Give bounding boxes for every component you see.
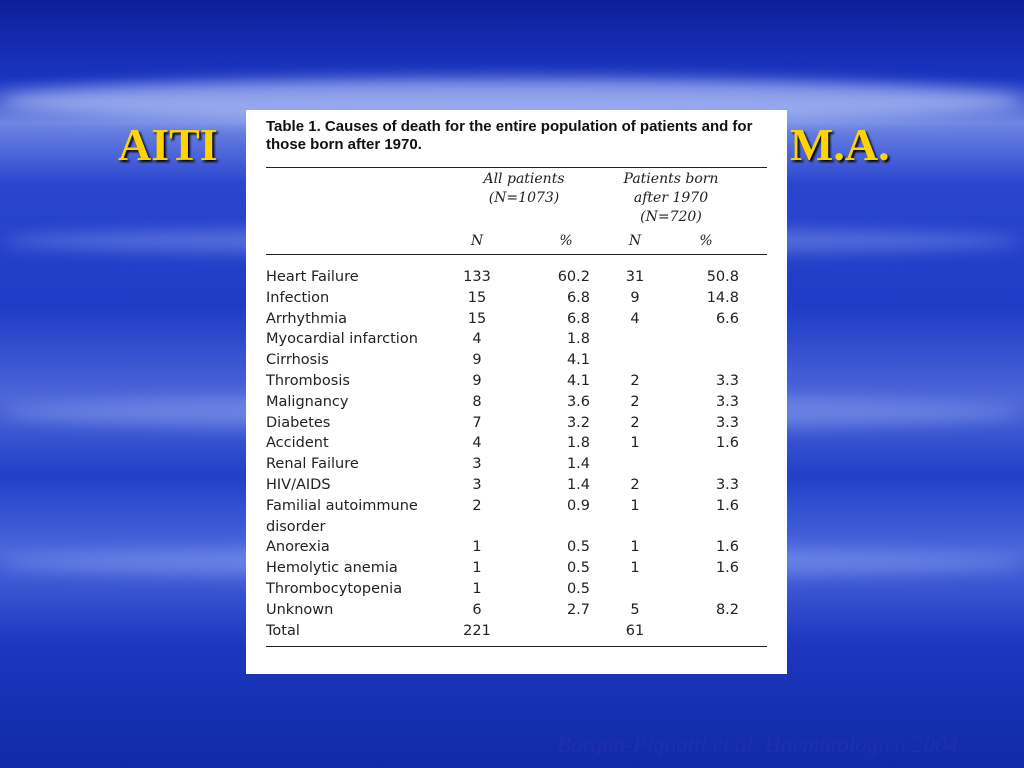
- row-n-all: 1: [472, 539, 482, 556]
- row-n-all: 7: [472, 414, 482, 431]
- subheader-pct-born: %: [699, 233, 713, 249]
- header-all-line1: All patients: [483, 171, 565, 187]
- row-pct-all: 0.5: [566, 580, 590, 597]
- row-cause: Hemolytic anemia: [266, 560, 398, 577]
- row-pct-born: 6.6: [715, 310, 739, 327]
- row-n-all: 133: [463, 269, 491, 285]
- row-pct-all: 1.8: [566, 331, 590, 348]
- table-row: [266, 288, 767, 309]
- row-pct-all: 4.1: [566, 352, 590, 369]
- row-n-all: 4: [472, 331, 482, 348]
- row-pct-born: 1.6: [715, 497, 739, 514]
- header-born-line2: after 1970: [633, 190, 709, 206]
- row-pct-all: 3.2: [566, 414, 590, 431]
- row-cause: Familial autoimmune disorder: [266, 497, 418, 535]
- row-n-born: 2: [630, 393, 640, 410]
- row-pct-all: 0.5: [566, 560, 590, 577]
- table-row: [266, 350, 767, 371]
- row-cause: Unknown: [266, 601, 334, 618]
- table-image: [246, 110, 787, 674]
- row-pct-born: 3.3: [715, 372, 739, 389]
- table-row: [266, 537, 767, 558]
- row-cause: Anorexia: [266, 539, 330, 556]
- row-cause: Diabetes: [266, 414, 331, 431]
- row-n-all: 1: [472, 560, 482, 577]
- row-pct-all: 0.5: [566, 539, 590, 556]
- table-row: [266, 371, 767, 392]
- row-pct-all: 4.1: [566, 372, 590, 389]
- header-born-line1: Patients born: [623, 171, 719, 187]
- row-pct-all: 60.2: [557, 269, 590, 285]
- subheader-n-born: N: [628, 233, 642, 249]
- row-pct-all: 1.4: [566, 456, 590, 473]
- row-pct-born: 14.8: [706, 289, 739, 306]
- row-pct-all: 1.8: [566, 435, 590, 452]
- row-cause: Arrhythmia: [266, 310, 348, 327]
- row-pct-all: 6.8: [566, 289, 590, 306]
- header-all-line2: (N=1073): [488, 190, 560, 206]
- row-n-all: 4: [472, 435, 482, 452]
- subheader-n-all: N: [470, 233, 484, 249]
- table-row: [266, 579, 767, 600]
- table-row: [266, 392, 767, 413]
- row-pct-all: 0.9: [566, 497, 590, 514]
- row-pct-born: 1.6: [715, 435, 739, 452]
- table-row: [266, 433, 767, 454]
- row-cause: Malignancy: [266, 393, 349, 410]
- table-row: [266, 558, 767, 579]
- row-pct-born: 8.2: [715, 601, 739, 618]
- row-n-born: 2: [630, 372, 640, 389]
- table-row: [266, 621, 767, 642]
- row-pct-born: 3.3: [715, 393, 739, 410]
- row-pct-born: 3.3: [715, 476, 739, 493]
- slide-title-end: M.A.: [790, 119, 890, 170]
- row-pct-born: 1.6: [715, 560, 739, 577]
- row-n-born: 2: [630, 476, 640, 493]
- row-cause: Heart Failure: [266, 269, 359, 285]
- slide-title: AITI: [118, 119, 218, 170]
- row-n-all: 221: [463, 622, 491, 639]
- row-n-all: 15: [467, 289, 487, 306]
- row-cause: Total: [266, 622, 300, 639]
- row-cause: Accident: [266, 435, 329, 452]
- row-n-all: 6: [472, 601, 482, 618]
- row-pct-born: 3.3: [715, 414, 739, 431]
- row-n-all: 8: [472, 393, 482, 410]
- table-row: [266, 600, 767, 621]
- row-n-born: 61: [625, 622, 645, 639]
- table-body: [266, 255, 767, 641]
- row-cause: Thrombocytopenia: [266, 580, 403, 597]
- row-n-born: 5: [630, 601, 640, 618]
- row-cause: Infection: [266, 289, 330, 306]
- table-row: [266, 267, 767, 288]
- row-n-born: 1: [630, 560, 640, 577]
- row-pct-all: 2.7: [566, 601, 590, 618]
- row-pct-born: 50.8: [706, 269, 739, 285]
- row-n-born: 1: [630, 435, 640, 452]
- row-n-born: 1: [630, 497, 640, 514]
- row-cause: Myocardial infarction: [266, 331, 418, 348]
- row-pct-born: 1.6: [715, 539, 739, 556]
- row-n-all: 2: [472, 497, 482, 514]
- row-cause: HIV/AIDS: [266, 476, 331, 493]
- table-row: [266, 329, 767, 350]
- row-n-born: 4: [630, 310, 640, 327]
- table-row: [266, 413, 767, 434]
- row-n-all: 15: [467, 310, 487, 327]
- row-cause: Cirrhosis: [266, 352, 329, 369]
- row-n-all: 3: [472, 476, 482, 493]
- table-caption: Table 1. Causes of death for the entire population of patients and for those born after 1970.: [266, 118, 753, 153]
- table-bottom-rule: [266, 646, 767, 647]
- row-cause: Renal Failure: [266, 456, 359, 473]
- row-cause: Thrombosis: [266, 372, 350, 389]
- subheader-pct-all: %: [559, 233, 573, 249]
- row-n-born: 2: [630, 414, 640, 431]
- row-pct-all: 3.6: [566, 393, 590, 410]
- table-row: [266, 475, 767, 496]
- row-n-all: 9: [472, 352, 482, 369]
- row-n-all: 9: [472, 372, 482, 389]
- header-born-line3: (N=720): [640, 209, 702, 225]
- row-n-born: 1: [630, 539, 640, 556]
- row-n-all: 3: [472, 456, 482, 473]
- table-header: [266, 168, 767, 254]
- table-row: [266, 496, 767, 538]
- row-n-born: 9: [630, 289, 640, 306]
- row-n-all: 1: [472, 580, 482, 597]
- table-row: [266, 454, 767, 475]
- table-row: [266, 309, 767, 330]
- row-pct-all: 1.4: [566, 476, 590, 493]
- citation: Borgna-Pignatti et al. Haematologica 2004: [557, 732, 958, 757]
- row-pct-all: 6.8: [566, 310, 590, 327]
- row-n-born: 31: [625, 269, 645, 285]
